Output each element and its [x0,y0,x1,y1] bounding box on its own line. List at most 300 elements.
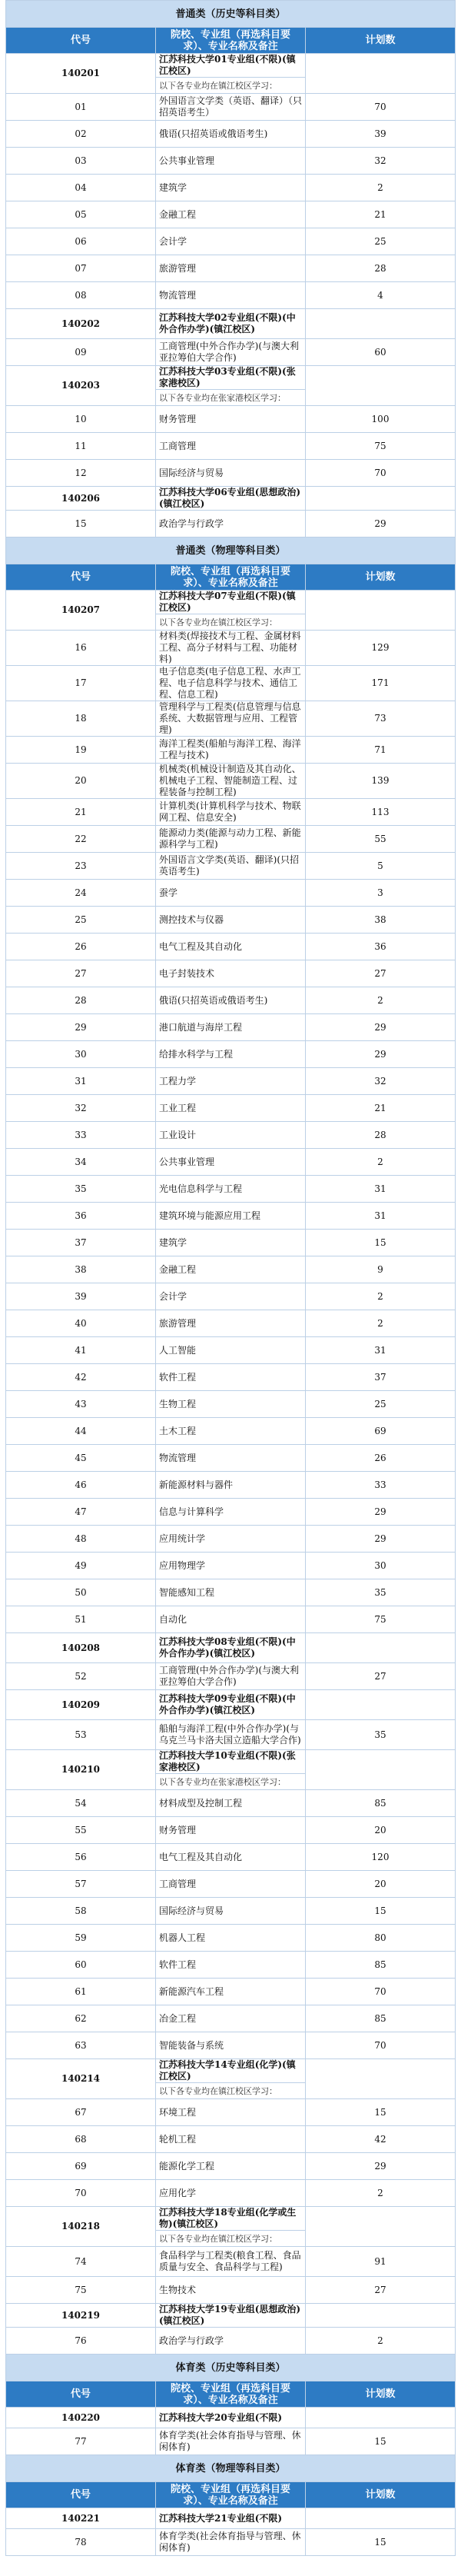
major-code: 32 [6,1095,156,1122]
section-title-row [6,2455,456,2482]
column-header-plan: 计划数 [306,28,456,54]
group-row [6,1690,456,1720]
plan-count: 15 [306,1230,456,1256]
plan-count: 30 [306,1553,456,1579]
major-code: 16 [6,631,156,666]
major-code: 04 [6,175,156,201]
section-title: 体育类（物理等科目类） [6,2455,456,2482]
major-name: 建筑学 [156,175,306,201]
major-name: 俄语(只招英语或俄语考生) [156,121,306,148]
group-plan [306,2304,456,2328]
major-code: 47 [6,1499,156,1526]
major-code: 49 [6,1553,156,1579]
major-code: 28 [6,987,156,1014]
major-name: 轮机工程 [156,2126,306,2153]
major-code: 23 [6,853,156,880]
plan-count: 2 [306,2328,456,2355]
column-header-row [6,28,456,54]
major-code: 35 [6,1176,156,1203]
plan-count: 42 [306,2126,456,2153]
plan-count: 15 [306,2428,456,2455]
section-title: 普通类（历史等科目类） [6,1,456,28]
major-code: 17 [6,666,156,701]
column-header-code: 代号 [6,2381,156,2408]
table-row [6,1663,456,1690]
group-plan [306,2508,456,2529]
table-row [6,433,456,460]
plan-count: 75 [306,433,456,460]
group-title: 江苏科技大学09专业组(不限)(中外合作办学)(镇江校区) [156,1690,306,1720]
group-title: 江苏科技大学18专业组(化学或生物)(镇江校区) [156,2207,306,2231]
major-code: 03 [6,148,156,175]
table-row [6,1095,456,1122]
table-row [6,1203,456,1230]
major-name: 建筑学 [156,1230,306,1256]
table-row [6,1391,456,1418]
major-code: 20 [6,764,156,799]
major-name: 机器人工程 [156,1925,306,1952]
plan-count: 28 [306,1122,456,1149]
major-code: 78 [6,2529,156,2556]
group-title: 江苏科技大学14专业组(化学)(镇江校区) [156,2059,306,2083]
major-name: 电子信息类(电子信息工程、水声工程、电子信息科学与技术、通信工程、信息工程) [156,666,306,701]
major-name: 能源动力类(能源与动力工程、新能源科学与工程) [156,826,306,853]
plan-count: 85 [306,2005,456,2032]
table-row [6,1364,456,1391]
major-name: 电气工程及其自动化 [156,934,306,960]
group-note: 以下各专业均在镇江校区学习： [156,2231,306,2247]
major-code: 75 [6,2277,156,2304]
major-code: 29 [6,1014,156,1041]
plan-count: 70 [306,2032,456,2059]
major-code: 36 [6,1203,156,1230]
table-row [6,2126,456,2153]
major-name: 人工智能 [156,1337,306,1364]
column-header-row [6,2482,456,2508]
table-row [6,1176,456,1203]
major-code: 22 [6,826,156,853]
group-code: 140207 [6,591,156,631]
major-code: 12 [6,460,156,487]
major-code: 53 [6,1720,156,1750]
plan-count: 120 [306,1844,456,1871]
plan-count: 26 [306,1445,456,1472]
plan-count: 9 [306,1256,456,1283]
table-row [6,880,456,907]
plan-count: 29 [306,1499,456,1526]
table-row [6,1553,456,1579]
group-plan [306,1690,456,1720]
major-code: 74 [6,2247,156,2277]
major-code: 19 [6,737,156,764]
plan-count: 70 [306,1979,456,2005]
group-code: 140214 [6,2059,156,2099]
major-code: 55 [6,1817,156,1844]
major-code: 21 [6,799,156,826]
major-name: 国际经济与贸易 [156,460,306,487]
table-row [6,960,456,987]
major-code: 37 [6,1230,156,1256]
major-code: 54 [6,1790,156,1817]
major-name: 工商管理(中外合作办学)(与澳大利亚拉筹伯大学合作) [156,1663,306,1690]
major-code: 48 [6,1526,156,1553]
major-name: 新能源材料与器件 [156,1472,306,1499]
table-row [6,1606,456,1633]
column-header-description: 院校、专业组（再选科目要求）、专业名称及备注 [156,28,306,54]
major-code: 62 [6,2005,156,2032]
plan-count: 20 [306,1871,456,1898]
major-code: 44 [6,1418,156,1445]
group-row [6,54,456,78]
table-row [6,175,456,201]
plan-count: 70 [306,460,456,487]
major-name: 自动化 [156,1606,306,1633]
table-row [6,1149,456,1176]
plan-count: 2 [306,1283,456,1310]
group-row [6,2059,456,2083]
group-row [6,1633,456,1663]
table-row [6,907,456,934]
table-row [6,2247,456,2277]
major-code: 10 [6,406,156,433]
plan-count: 28 [306,255,456,282]
plan-count: 15 [306,2099,456,2126]
table-row [6,2529,456,2556]
table-row [6,406,456,433]
major-code: 24 [6,880,156,907]
major-code: 40 [6,1310,156,1337]
plan-count: 2 [306,2180,456,2207]
major-code: 58 [6,1898,156,1925]
plan-count: 29 [306,2153,456,2180]
table-row [6,1871,456,1898]
table-row [6,255,456,282]
column-header-plan: 计划数 [306,564,456,591]
major-code: 06 [6,228,156,255]
table-row [6,1817,456,1844]
table-row [6,1499,456,1526]
major-name: 工业工程 [156,1095,306,1122]
major-name: 公共事业管理 [156,148,306,175]
table-row [6,2180,456,2207]
major-name: 环境工程 [156,2099,306,2126]
group-title: 江苏科技大学06专业组(思想政治)(镇江校区) [156,487,306,511]
plan-count: 91 [306,2247,456,2277]
table-row [6,1445,456,1472]
major-name: 给排水科学与工程 [156,1041,306,1068]
major-code: 46 [6,1472,156,1499]
major-name: 国际经济与贸易 [156,1898,306,1925]
plan-count: 27 [306,1663,456,1690]
major-code: 05 [6,201,156,228]
major-name: 工商管理 [156,433,306,460]
major-name: 旅游管理 [156,1310,306,1337]
group-row [6,2207,456,2231]
group-title: 江苏科技大学08专业组(不限)(中外合作办学)(镇江校区) [156,1633,306,1663]
table-row [6,1068,456,1095]
major-name: 金融工程 [156,1256,306,1283]
major-name: 外国语言文学类（英语、翻译）（只招英语考生） [156,94,306,121]
table-row [6,987,456,1014]
plan-count: 71 [306,737,456,764]
group-code: 140221 [6,2508,156,2529]
table-row [6,1230,456,1256]
plan-count: 25 [306,1391,456,1418]
major-code: 52 [6,1663,156,1690]
table-row [6,2005,456,2032]
major-name: 会计学 [156,1283,306,1310]
major-name: 智能感知工程 [156,1579,306,1606]
group-code: 140209 [6,1690,156,1720]
major-code: 50 [6,1579,156,1606]
table-row [6,1014,456,1041]
table-row [6,1337,456,1364]
table-row [6,121,456,148]
table-row [6,339,456,366]
table-row [6,1122,456,1149]
major-name: 生物技术 [156,2277,306,2304]
group-title: 江苏科技大学03专业组(不限)(张家港校区) [156,366,306,390]
plan-count: 75 [306,1606,456,1633]
plan-count: 35 [306,1579,456,1606]
major-code: 60 [6,1952,156,1979]
major-name: 电气工程及其自动化 [156,1844,306,1871]
major-name: 计算机类(计算机科学与技术、物联网工程、信息安全) [156,799,306,826]
table-row [6,94,456,121]
major-code: 30 [6,1041,156,1068]
table-row [6,460,456,487]
major-name: 工商管理 [156,1871,306,1898]
major-code: 27 [6,960,156,987]
major-code: 70 [6,2180,156,2207]
major-name: 应用统计学 [156,1526,306,1553]
plan-count: 15 [306,2529,456,2556]
group-plan [306,2408,456,2428]
major-name: 工程力学 [156,1068,306,1095]
major-name: 体育学类(社会体育指导与管理、休闲体育) [156,2428,306,2455]
plan-count: 2 [306,175,456,201]
plan-count: 32 [306,1068,456,1095]
major-code: 33 [6,1122,156,1149]
group-plan [306,1633,456,1663]
major-code: 31 [6,1068,156,1095]
major-name: 物流管理 [156,1445,306,1472]
major-code: 08 [6,282,156,309]
table-row [6,934,456,960]
column-header-row [6,564,456,591]
group-title: 江苏科技大学21专业组(不限) [156,2508,306,2529]
major-name: 财务管理 [156,1817,306,1844]
major-name: 体育学类(社会体育指导与管理、休闲体育) [156,2529,306,2556]
major-name: 船舶与海洋工程(中外合作办学)(与乌克兰马卡洛夫国立造船大学合作) [156,1720,306,1750]
major-code: 41 [6,1337,156,1364]
major-name: 俄语(只招英语或俄语考生) [156,987,306,1014]
column-header-code: 代号 [6,564,156,591]
column-header-code: 代号 [6,28,156,54]
plan-count: 55 [306,826,456,853]
group-row [6,2408,456,2428]
table-row [6,1898,456,1925]
major-name: 外国语言文学类(英语、翻译)(只招英语考生) [156,853,306,880]
group-title: 江苏科技大学19专业组(思想政治)(镇江校区) [156,2304,306,2328]
group-title: 江苏科技大学20专业组(不限) [156,2408,306,2428]
major-code: 45 [6,1445,156,1472]
major-code: 02 [6,121,156,148]
major-code: 57 [6,1871,156,1898]
plan-count: 25 [306,228,456,255]
major-code: 61 [6,1979,156,2005]
plan-count: 70 [306,94,456,121]
column-header-description: 院校、专业组（再选科目要求）、专业名称及备注 [156,564,306,591]
table-row [6,2428,456,2455]
group-code: 140208 [6,1633,156,1663]
section-title-row [6,537,456,564]
group-row [6,2508,456,2529]
major-name: 软件工程 [156,1364,306,1391]
plan-count: 4 [306,282,456,309]
group-plan [306,591,456,631]
major-name: 智能装备与系统 [156,2032,306,2059]
plan-count: 32 [306,148,456,175]
major-code: 18 [6,701,156,737]
major-code: 39 [6,1283,156,1310]
major-name: 管理科学与工程类(信息管理与信息系统、大数据管理与应用、工程管理) [156,701,306,737]
table-row [6,853,456,880]
major-name: 生物工程 [156,1391,306,1418]
plan-count: 2 [306,1149,456,1176]
group-code: 140202 [6,309,156,339]
column-header-row [6,2381,456,2408]
section-title: 体育类（历史等科目类） [6,2355,456,2381]
group-plan [306,2207,456,2247]
table-row [6,2328,456,2355]
table-row [6,1790,456,1817]
table-row [6,1041,456,1068]
major-name: 公共事业管理 [156,1149,306,1176]
plan-count: 29 [306,1014,456,1041]
major-code: 09 [6,339,156,366]
plan-count: 29 [306,1526,456,1553]
plan-count: 15 [306,1898,456,1925]
group-code: 140220 [6,2408,156,2428]
major-name: 物流管理 [156,282,306,309]
plan-count: 73 [306,701,456,737]
group-row [6,487,456,511]
group-row [6,591,456,614]
table-row [6,1310,456,1337]
table-row [6,1979,456,2005]
plan-count: 29 [306,1041,456,1068]
table-row [6,701,456,737]
major-name: 新能源汽车工程 [156,1979,306,2005]
group-row [6,366,456,390]
group-code: 140201 [6,54,156,94]
plan-count: 31 [306,1337,456,1364]
group-plan [306,2059,456,2099]
major-name: 蚕学 [156,880,306,907]
plan-count: 85 [306,1952,456,1979]
table-row [6,1256,456,1283]
table-row [6,511,456,537]
major-code: 42 [6,1364,156,1391]
plan-count: 85 [306,1790,456,1817]
table-row [6,2099,456,2126]
major-name: 工业设计 [156,1122,306,1149]
group-note: 以下各专业均在张家港校区学习： [156,1774,306,1790]
table-row [6,2032,456,2059]
major-name: 测控技术与仪器 [156,907,306,934]
major-name: 软件工程 [156,1952,306,1979]
major-name: 应用物理学 [156,1553,306,1579]
table-row [6,2153,456,2180]
plan-count: 100 [306,406,456,433]
major-name: 金融工程 [156,201,306,228]
group-code: 140218 [6,2207,156,2247]
major-name: 会计学 [156,228,306,255]
major-code: 25 [6,907,156,934]
group-row [6,2304,456,2328]
plan-count: 5 [306,853,456,880]
table-row [6,1579,456,1606]
plan-count: 21 [306,201,456,228]
group-plan [306,366,456,406]
major-name: 机械类(机械设计制造及其自动化、机械电子工程、智能制造工程、过程装备与控制工程) [156,764,306,799]
plan-count: 38 [306,907,456,934]
group-code: 140206 [6,487,156,511]
plan-count: 139 [306,764,456,799]
group-note: 以下各专业均在镇江校区学习： [156,614,306,631]
plan-count: 29 [306,511,456,537]
group-code: 140219 [6,2304,156,2328]
plan-count: 2 [306,1310,456,1337]
table-row [6,1418,456,1445]
major-name: 食品科学与工程类(粮食工程、食品质量与安全、食品科学与工程) [156,2247,306,2277]
group-title: 江苏科技大学10专业组(不限)(张家港校区) [156,1750,306,1774]
group-row [6,1750,456,1774]
column-header-code: 代号 [6,2482,156,2508]
major-code: 38 [6,1256,156,1283]
major-code: 63 [6,2032,156,2059]
plan-count: 27 [306,960,456,987]
plan-count: 3 [306,880,456,907]
plan-count: 35 [306,1720,456,1750]
group-plan [306,54,456,94]
plan-count: 39 [306,121,456,148]
plan-count: 129 [306,631,456,666]
table-row [6,1283,456,1310]
column-header-description: 院校、专业组（再选科目要求）、专业名称及备注 [156,2482,306,2508]
table-row [6,764,456,799]
table-row [6,2277,456,2304]
major-name: 港口航道与海岸工程 [156,1014,306,1041]
column-header-plan: 计划数 [306,2381,456,2408]
table-row [6,826,456,853]
major-code: 01 [6,94,156,121]
major-name: 电子封装技术 [156,960,306,987]
major-name: 能源化学工程 [156,2153,306,2180]
group-plan [306,309,456,339]
major-code: 34 [6,1149,156,1176]
group-title: 江苏科技大学02专业组(不限)(中外合作办学)(镇江校区) [156,309,306,339]
major-name: 冶金工程 [156,2005,306,2032]
major-name: 应用化学 [156,2180,306,2207]
plan-count: 69 [306,1418,456,1445]
group-note: 以下各专业均在镇江校区学习： [156,78,306,94]
major-code: 56 [6,1844,156,1871]
major-name: 土木工程 [156,1418,306,1445]
group-row [6,309,456,339]
admission-plan-table [5,0,456,2556]
